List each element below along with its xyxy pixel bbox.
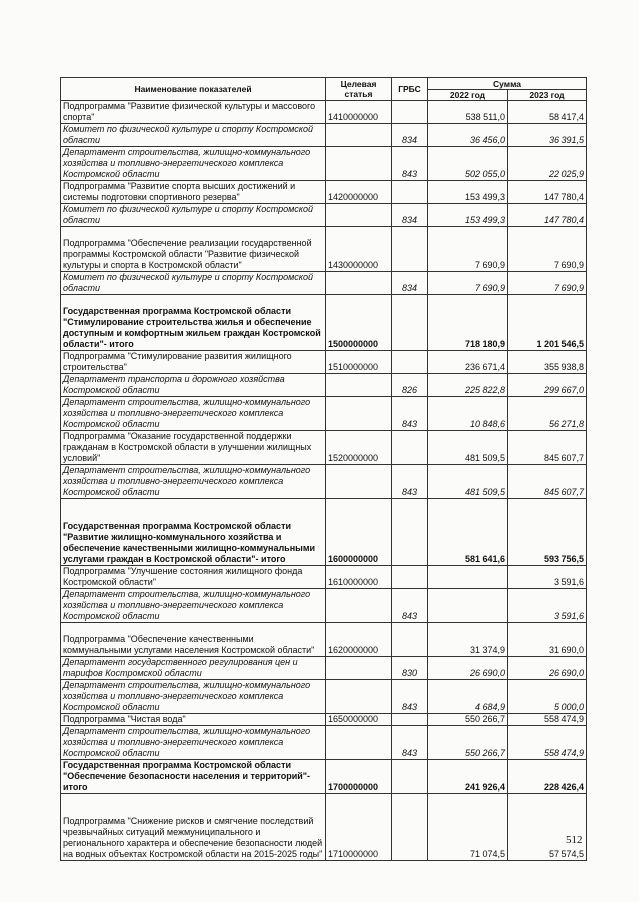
row-name-cell: Департамент строительства, жилищно-коммунального хозяйства и топливно-энергетического комплекса Костромской области xyxy=(61,397,326,431)
row-sum-2023-cell: 58 417,4 xyxy=(508,101,587,124)
row-sum-2023-cell: 7 690,9 xyxy=(508,227,587,272)
row-grbs-cell xyxy=(392,295,428,351)
row-target-article-cell: 1700000000 xyxy=(326,760,392,794)
header-year-2022: 2022 год xyxy=(428,90,508,101)
row-sum-2022-cell: 718 180,9 xyxy=(428,295,508,351)
row-name-cell: Департамент государственного регулирования цен и тарифов Костромской области xyxy=(61,657,326,680)
row-name-cell: Департамент строительства, жилищно-коммунального хозяйства и топливно-энергетического комплекса Костромской области xyxy=(61,147,326,181)
row-target-article-cell: 1620000000 xyxy=(326,623,392,657)
row-name-cell: Подпрограмма "Обеспечение реализации государственной программы Костромской области "Развитие физической культуры и спорта в Костромской области" xyxy=(61,227,326,272)
row-target-article-cell xyxy=(326,397,392,431)
row-sum-2023-cell: 5 000,0 xyxy=(508,680,587,714)
table-row xyxy=(61,794,587,861)
row-grbs-cell: 834 xyxy=(392,204,428,227)
row-sum-2022-cell: 4 684,9 xyxy=(428,680,508,714)
row-sum-2022-cell: 31 374,9 xyxy=(428,623,508,657)
row-target-article-cell: 1420000000 xyxy=(326,181,392,204)
page-number: 512 xyxy=(566,834,583,846)
row-sum-2022-cell: 10 848,6 xyxy=(428,397,508,431)
row-sum-2022-cell: 481 509,5 xyxy=(428,465,508,499)
header-name: Наименование показателей xyxy=(61,78,326,101)
table-row xyxy=(61,760,587,794)
row-name-cell: Подпрограмма "Обеспечение качественными коммунальными услугами населения Костромской области" xyxy=(61,623,326,657)
header-target-article: Целевая статья xyxy=(326,78,392,101)
row-target-article-cell xyxy=(326,589,392,623)
row-target-article-cell xyxy=(326,204,392,227)
row-sum-2023-cell: 3 591,6 xyxy=(508,566,587,589)
row-target-article-cell: 1500000000 xyxy=(326,295,392,351)
row-target-article-cell xyxy=(326,465,392,499)
row-name-cell: Подпрограмма "Стимулирование развития жилищного строительства" xyxy=(61,351,326,374)
row-sum-2023-cell: 147 780,4 xyxy=(508,204,587,227)
row-grbs-cell xyxy=(392,227,428,272)
row-sum-2023-cell: 147 780,4 xyxy=(508,181,587,204)
row-sum-2022-cell: 26 690,0 xyxy=(428,657,508,680)
row-grbs-cell: 843 xyxy=(392,680,428,714)
table-row xyxy=(61,680,587,714)
table-row xyxy=(61,124,587,147)
row-sum-2023-cell: 31 690,0 xyxy=(508,623,587,657)
row-grbs-cell xyxy=(392,760,428,794)
row-sum-2022-cell: 236 671,4 xyxy=(428,351,508,374)
row-sum-2022-cell: 153 499,3 xyxy=(428,204,508,227)
row-sum-2022-cell xyxy=(428,566,508,589)
row-sum-2022-cell: 7 690,9 xyxy=(428,272,508,295)
table-row xyxy=(61,101,587,124)
row-sum-2022-cell: 481 509,5 xyxy=(428,431,508,465)
table-row xyxy=(61,657,587,680)
row-grbs-cell: 843 xyxy=(392,589,428,623)
row-target-article-cell: 1610000000 xyxy=(326,566,392,589)
row-target-article-cell xyxy=(326,147,392,181)
row-name-cell: Комитет по физической культуре и спорту Костромской области xyxy=(61,204,326,227)
row-name-cell: Государственная программа Костромской области "Стимулирование строительства жилья и обеспечение доступным и комфортным жильем граждан Костромской области"- итого xyxy=(61,295,326,351)
row-sum-2022-cell: 36 456,0 xyxy=(428,124,508,147)
row-sum-2022-cell: 581 641,6 xyxy=(428,499,508,566)
row-sum-2022-cell: 502 055,0 xyxy=(428,147,508,181)
row-grbs-cell xyxy=(392,101,428,124)
row-target-article-cell: 1600000000 xyxy=(326,499,392,566)
table-row xyxy=(61,204,587,227)
budget-table xyxy=(60,77,587,861)
table-row xyxy=(61,726,587,760)
row-sum-2023-cell: 558 474,9 xyxy=(508,714,587,726)
table-row xyxy=(61,465,587,499)
row-sum-2023-cell: 593 756,5 xyxy=(508,499,587,566)
table-row xyxy=(61,714,587,726)
row-grbs-cell: 843 xyxy=(392,147,428,181)
row-sum-2023-cell: 228 426,4 xyxy=(508,760,587,794)
table-row xyxy=(61,227,587,272)
row-name-cell: Комитет по физической культуре и спорту Костромской области xyxy=(61,272,326,295)
row-name-cell: Подпрограмма "Развитие физической культуры и массового спорта" xyxy=(61,101,326,124)
row-grbs-cell: 826 xyxy=(392,374,428,397)
row-target-article-cell: 1430000000 xyxy=(326,227,392,272)
row-grbs-cell xyxy=(392,623,428,657)
row-sum-2022-cell: 225 822,8 xyxy=(428,374,508,397)
row-target-article-cell xyxy=(326,680,392,714)
row-sum-2022-cell: 550 266,7 xyxy=(428,714,508,726)
row-sum-2022-cell xyxy=(428,589,508,623)
row-sum-2022-cell: 241 926,4 xyxy=(428,760,508,794)
row-sum-2023-cell: 56 271,8 xyxy=(508,397,587,431)
row-grbs-cell xyxy=(392,181,428,204)
row-grbs-cell xyxy=(392,714,428,726)
table-row xyxy=(61,181,587,204)
row-grbs-cell: 830 xyxy=(392,657,428,680)
row-name-cell: Подпрограмма "Оказание государственной поддержки гражданам в Костромской области в улучшении жилищных условий" xyxy=(61,431,326,465)
table-row xyxy=(61,397,587,431)
row-sum-2023-cell: 22 025,9 xyxy=(508,147,587,181)
row-grbs-cell xyxy=(392,566,428,589)
row-sum-2023-cell: 3 591,6 xyxy=(508,589,587,623)
row-target-article-cell xyxy=(326,726,392,760)
row-sum-2022-cell: 550 266,7 xyxy=(428,726,508,760)
table-body xyxy=(61,101,587,861)
row-target-article-cell xyxy=(326,657,392,680)
row-grbs-cell xyxy=(392,794,428,861)
row-name-cell: Департамент транспорта и дорожного хозяйства Костромской области xyxy=(61,374,326,397)
row-sum-2023-cell: 1 201 546,5 xyxy=(508,295,587,351)
row-target-article-cell: 1410000000 xyxy=(326,101,392,124)
row-target-article-cell: 1710000000 xyxy=(326,794,392,861)
row-sum-2023-cell: 558 474,9 xyxy=(508,726,587,760)
row-grbs-cell xyxy=(392,431,428,465)
row-grbs-cell: 834 xyxy=(392,124,428,147)
row-sum-2023-cell: 845 607,7 xyxy=(508,465,587,499)
row-target-article-cell: 1520000000 xyxy=(326,431,392,465)
row-name-cell: Департамент строительства, жилищно-коммунального хозяйства и топливно-энергетического комплекса Костромской области xyxy=(61,726,326,760)
table-row xyxy=(61,147,587,181)
row-sum-2022-cell: 71 074,5 xyxy=(428,794,508,861)
row-target-article-cell xyxy=(326,124,392,147)
row-grbs-cell xyxy=(392,351,428,374)
header-sum: Сумма xyxy=(428,78,587,90)
row-sum-2022-cell: 153 499,3 xyxy=(428,181,508,204)
row-name-cell: Государственная программа Костромской области "Обеспечение безопасности населения и территорий"- итого xyxy=(61,760,326,794)
row-name-cell: Подпрограмма "Улучшение состояния жилищного фонда Костромской области" xyxy=(61,566,326,589)
row-name-cell: Подпрограмма "Развитие спорта высших достижений и системы подготовки спортивного резерва" xyxy=(61,181,326,204)
table-row xyxy=(61,431,587,465)
row-grbs-cell: 834 xyxy=(392,272,428,295)
row-name-cell: Департамент строительства, жилищно-коммунального хозяйства и топливно-энергетического комплекса Костромской области xyxy=(61,465,326,499)
row-name-cell: Государственная программа Костромской области "Развитие жилищно-коммунального хозяйства и обеспечение качественными жилищно-коммунальными услугами граждан в Костромской области"- итого xyxy=(61,499,326,566)
row-sum-2022-cell: 7 690,9 xyxy=(428,227,508,272)
row-grbs-cell xyxy=(392,499,428,566)
row-sum-2023-cell: 845 607,7 xyxy=(508,431,587,465)
row-name-cell: Департамент строительства, жилищно-коммунального хозяйства и топливно-энергетического комплекса Костромской области xyxy=(61,589,326,623)
table-row xyxy=(61,295,587,351)
row-grbs-cell: 843 xyxy=(392,465,428,499)
row-sum-2023-cell: 7 690,9 xyxy=(508,272,587,295)
row-target-article-cell xyxy=(326,272,392,295)
table-row xyxy=(61,272,587,295)
header-grbs: ГРБС xyxy=(392,78,428,101)
row-sum-2023-cell: 57 574,5 xyxy=(508,794,587,861)
row-name-cell: Департамент строительства, жилищно-коммунального хозяйства и топливно-энергетического комплекса Костромской области xyxy=(61,680,326,714)
row-target-article-cell: 1510000000 xyxy=(326,351,392,374)
row-name-cell: Подпрограмма "Чистая вода" xyxy=(61,714,326,726)
table-row xyxy=(61,374,587,397)
header-year-2023: 2023 год xyxy=(508,90,587,101)
row-grbs-cell: 843 xyxy=(392,397,428,431)
row-sum-2023-cell: 26 690,0 xyxy=(508,657,587,680)
table-row xyxy=(61,623,587,657)
table-row xyxy=(61,499,587,566)
table-row xyxy=(61,589,587,623)
row-grbs-cell: 843 xyxy=(392,726,428,760)
table-row xyxy=(61,566,587,589)
row-name-cell: Комитет по физической культуре и спорту Костромской области xyxy=(61,124,326,147)
row-target-article-cell: 1650000000 xyxy=(326,714,392,726)
row-name-cell: Подпрограмма "Снижение рисков и смягчение последствий чрезвычайных ситуаций межмуниципального и регионального характера и обеспечение безопасности людей на водных объектах Костромской области на 2015-2025 годы" xyxy=(61,794,326,861)
row-sum-2023-cell: 299 667,0 xyxy=(508,374,587,397)
row-sum-2023-cell: 355 938,8 xyxy=(508,351,587,374)
table-row xyxy=(61,351,587,374)
row-sum-2022-cell: 538 511,0 xyxy=(428,101,508,124)
row-target-article-cell xyxy=(326,374,392,397)
row-sum-2023-cell: 36 391,5 xyxy=(508,124,587,147)
